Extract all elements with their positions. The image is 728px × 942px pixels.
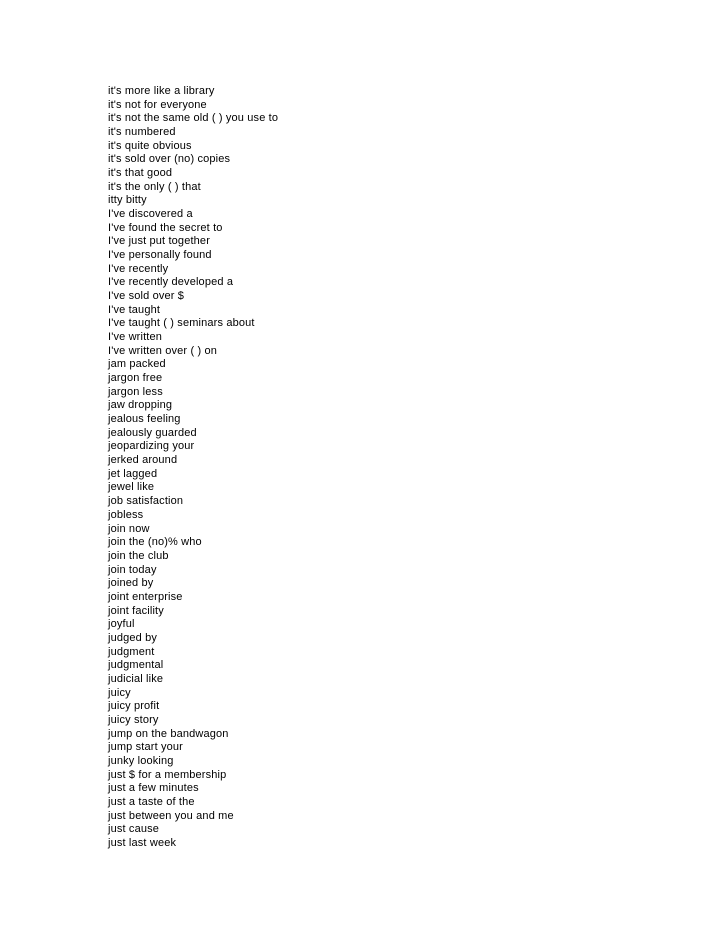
- phrase-line: itty bitty: [108, 194, 147, 207]
- phrase-line: junky looking: [108, 754, 174, 767]
- phrase-line: I've written: [108, 331, 163, 344]
- phrase-line: I've taught ( ) seminars about: [108, 317, 255, 330]
- phrase-line: joint facility: [108, 604, 164, 617]
- phrase-line: it's numbered: [108, 126, 176, 139]
- phrase-line: jealously guarded: [108, 426, 197, 439]
- phrase-line: it's quite obvious: [108, 139, 192, 152]
- phrase-line: jaw dropping: [108, 399, 173, 412]
- phrase-list: [108, 85, 278, 851]
- phrase-line: it's that good: [108, 167, 173, 180]
- phrase-line: just a taste of the: [108, 795, 195, 808]
- phrase-line: just cause: [108, 823, 160, 836]
- phrase-line: join today: [108, 563, 157, 576]
- phrase-line: joint enterprise: [108, 590, 183, 603]
- phrase-line: I've found the secret to: [108, 221, 223, 234]
- phrase-line: jump start your: [108, 741, 183, 754]
- phrase-line: jargon less: [108, 385, 163, 398]
- phrase-line: it's not for everyone: [108, 98, 207, 111]
- phrase-line: judgment: [108, 645, 155, 658]
- phrase-line: I've sold over $: [108, 290, 185, 303]
- phrase-line: I've just put together: [108, 235, 211, 248]
- phrase-line: judgmental: [108, 659, 164, 672]
- phrase-line: join the club: [108, 549, 169, 562]
- phrase-line: join the (no)% who: [108, 536, 202, 549]
- phrase-line: jet lagged: [108, 467, 158, 480]
- phrase-line: I've written over ( ) on: [108, 344, 218, 357]
- phrase-line: jealous feeling: [108, 413, 181, 426]
- phrase-line: jobless: [108, 508, 144, 521]
- phrase-line: it's the only ( ) that: [108, 180, 201, 193]
- phrase-line: job satisfaction: [108, 495, 184, 508]
- phrase-line: I've recently developed a: [108, 276, 234, 289]
- phrase-line: I've personally found: [108, 249, 212, 262]
- phrase-line: I've recently: [108, 262, 169, 275]
- phrase-line: join now: [108, 522, 150, 535]
- phrase-line: I've discovered a: [108, 208, 193, 221]
- phrase-line: jam packed: [108, 358, 166, 371]
- phrase-line: it's sold over (no) copies: [108, 153, 231, 166]
- phrase-line: just $ for a membership: [108, 768, 227, 781]
- phrase-line: jeopardizing your: [108, 440, 195, 453]
- phrase-line: juicy story: [108, 713, 159, 726]
- phrase-line: joyful: [108, 618, 135, 631]
- phrase-line: jewel like: [108, 481, 155, 494]
- phrase-line: it's not the same old ( ) you use to: [108, 112, 279, 125]
- phrase-line: judicial like: [108, 672, 164, 685]
- phrase-line: juicy profit: [108, 700, 160, 713]
- phrase-line: jargon free: [108, 372, 163, 385]
- phrase-line: joined by: [108, 577, 154, 590]
- phrase-line: just a few minutes: [108, 782, 199, 795]
- phrase-line: just last week: [108, 836, 177, 849]
- phrase-line: jump on the bandwagon: [108, 727, 229, 740]
- phrase-line: juicy: [108, 686, 131, 699]
- phrase-line: jerked around: [108, 454, 178, 467]
- phrase-line: judged by: [108, 631, 158, 644]
- phrase-line: it's more like a library: [108, 85, 215, 97]
- phrase-line: just between you and me: [108, 809, 234, 822]
- phrase-line: I've taught: [108, 303, 161, 316]
